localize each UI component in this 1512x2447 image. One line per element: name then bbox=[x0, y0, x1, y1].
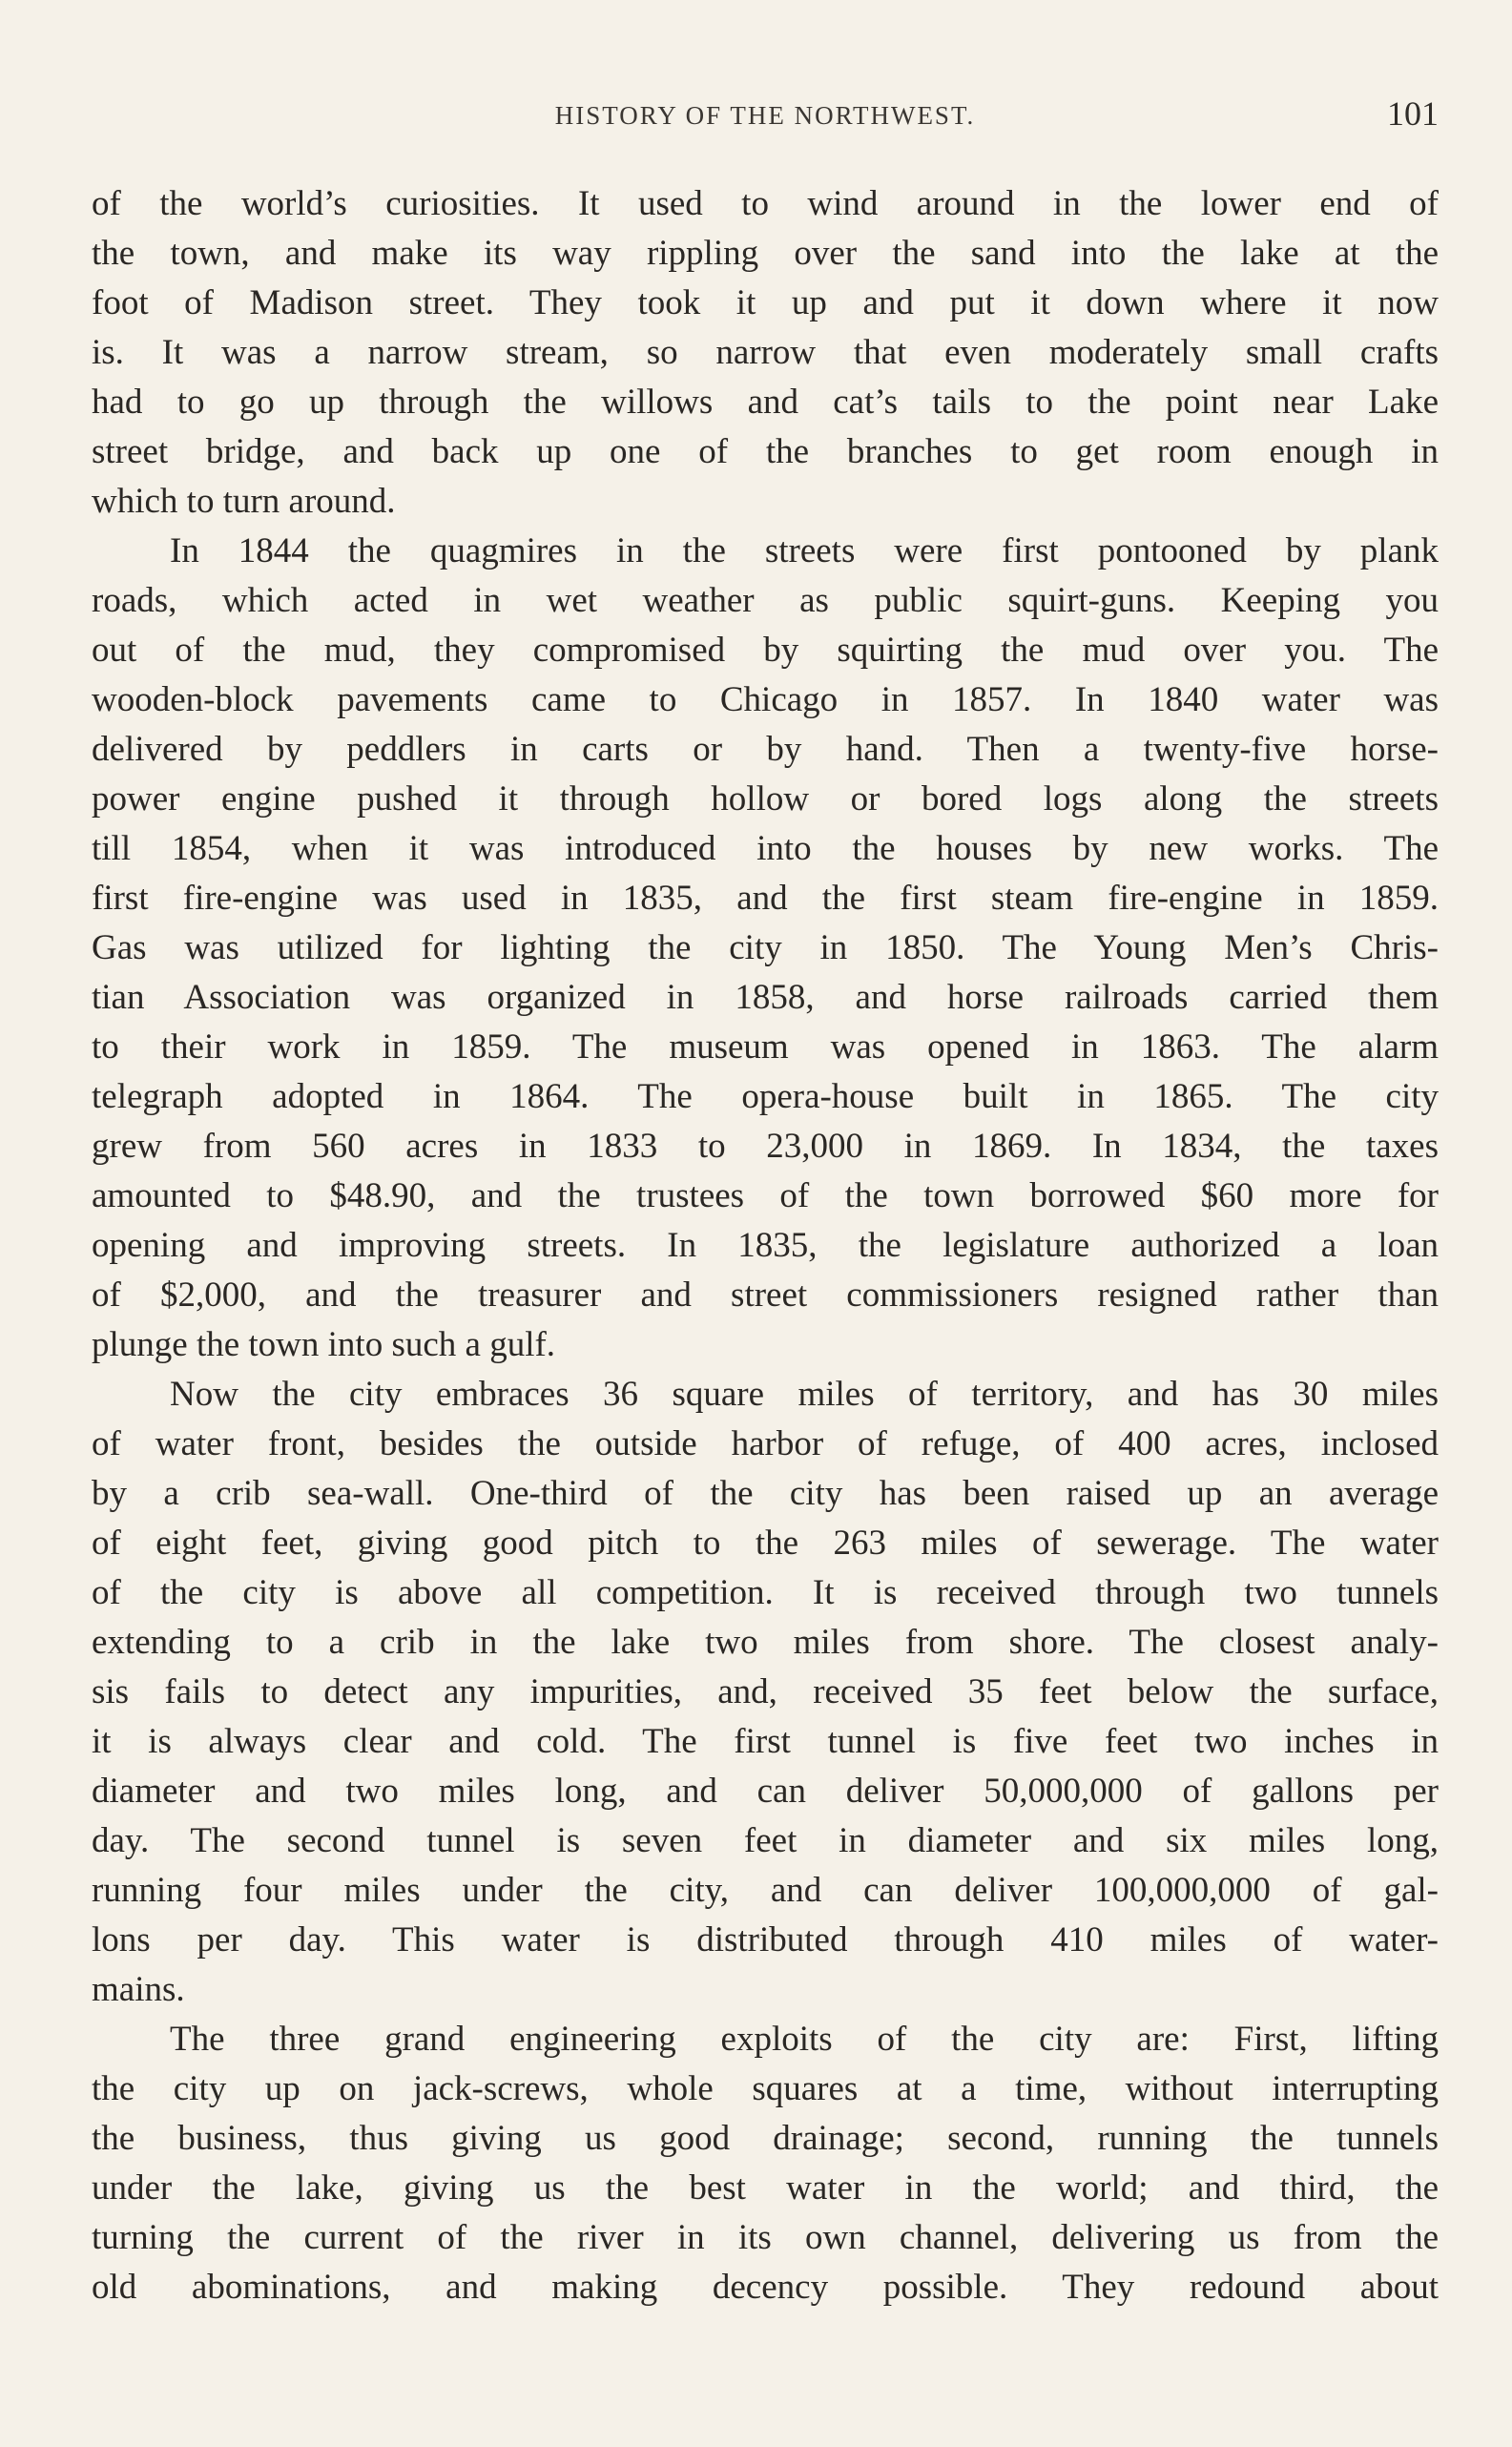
text-line: delivered by peddlers in carts or by hand. Then a twenty-five horse- bbox=[92, 730, 1439, 769]
text-line: under the lake, giving us the best water in the world; and third, the bbox=[92, 2168, 1439, 2208]
text-line: the city up on jack-screws, whole squares at a time, without interrupting bbox=[92, 2069, 1439, 2108]
text-line: by a crib sea-wall. One-third of the city has been raised up an average bbox=[92, 1474, 1439, 1513]
text-line: of the world’s curiosities. It used to wind around in the lower end of bbox=[92, 184, 1439, 223]
text-line: first fire-engine was used in 1835, and the first steam fire-engine in 1859. bbox=[92, 879, 1439, 918]
text-line: is. It was a narrow stream, so narrow that even moderately small crafts bbox=[92, 333, 1439, 372]
text-line: of water front, besides the outside harbor of refuge, of 400 acres, inclosed bbox=[92, 1424, 1439, 1463]
text-line: extending to a crib in the lake two miles from shore. The closest analy- bbox=[92, 1623, 1439, 1662]
text-line: sis fails to detect any impurities, and, received 35 feet below the surface, bbox=[92, 1672, 1439, 1711]
text-line: amounted to $48.90, and the trustees of the town borrowed $60 more for bbox=[92, 1176, 1439, 1215]
text-line: of eight feet, giving good pitch to the 263 miles of sewerage. The water bbox=[92, 1524, 1439, 1563]
text-line: till 1854, when it was introduced into the houses by new works. The bbox=[92, 829, 1439, 868]
text-line: plunge the town into such a gulf. bbox=[92, 1325, 556, 1364]
text-line: In 1844 the quagmires in the streets were first pontooned by plank bbox=[170, 531, 1439, 570]
running-title: HISTORY OF THE NORTHWEST. bbox=[554, 101, 976, 130]
text-line: wooden-block pavements came to Chicago in 1857. In 1840 water was bbox=[92, 680, 1439, 719]
text-line: day. The second tunnel is seven feet in diameter and six miles long, bbox=[92, 1821, 1439, 1860]
text-line: power engine pushed it through hollow or bored logs along the streets bbox=[92, 779, 1439, 819]
text-line: mains. bbox=[92, 1970, 185, 2009]
page-number: 101 bbox=[1387, 94, 1439, 133]
running-head bbox=[92, 93, 1439, 141]
text-line: The three grand engineering exploits of the city are: First, lifting bbox=[170, 2020, 1439, 2059]
text-line: running four miles under the city, and can deliver 100,000,000 of gal- bbox=[92, 1871, 1439, 1910]
text-line: grew from 560 acres in 1833 to 23,000 in 1869. In 1834, the taxes bbox=[92, 1127, 1439, 1166]
text-line: lons per day. This water is distributed through 410 miles of water- bbox=[92, 1920, 1439, 1960]
text-line: roads, which acted in wet weather as public squirt-guns. Keeping you bbox=[92, 581, 1439, 620]
text-line: to their work in 1859. The museum was opened in 1863. The alarm bbox=[92, 1027, 1439, 1067]
text-line: of the city is above all competition. It is received through two tunnels bbox=[92, 1573, 1439, 1612]
text-line: diameter and two miles long, and can deliver 50,000,000 of gallons per bbox=[92, 1772, 1439, 1811]
text-line: Gas was utilized for lighting the city in 1850. The Young Men’s Chris- bbox=[92, 928, 1439, 967]
text-line: old abominations, and making decency possible. They redound about bbox=[92, 2268, 1439, 2307]
text-line: street bridge, and back up one of the branches to get room enough in bbox=[92, 432, 1439, 471]
text-line: of $2,000, and the treasurer and street commissioners resigned rather than bbox=[92, 1275, 1439, 1315]
text-line: it is always clear and cold. The first tunnel is five feet two inches in bbox=[92, 1722, 1439, 1761]
text-line: the town, and make its way rippling over the sand into the lake at the bbox=[92, 234, 1439, 273]
body-text bbox=[92, 179, 1439, 2312]
text-line: turning the current of the river in its own channel, delivering us from the bbox=[92, 2218, 1439, 2257]
text-line: out of the mud, they compromised by squirting the mud over you. The bbox=[92, 631, 1439, 670]
text-line: telegraph adopted in 1864. The opera-house built in 1865. The city bbox=[92, 1077, 1439, 1116]
text-line: had to go up through the willows and cat’s tails to the point near Lake bbox=[92, 383, 1439, 422]
text-line: Now the city embraces 36 square miles of territory, and has 30 miles bbox=[170, 1375, 1439, 1414]
text-line: tian Association was organized in 1858, and horse railroads carried them bbox=[92, 978, 1439, 1017]
text-line: opening and improving streets. In 1835, the legislature authorized a loan bbox=[92, 1226, 1439, 1265]
text-line: foot of Madison street. They took it up and put it down where it now bbox=[92, 283, 1439, 322]
text-line: the business, thus giving us good drainage; second, running the tunnels bbox=[92, 2119, 1439, 2158]
text-line: which to turn around. bbox=[92, 482, 396, 521]
